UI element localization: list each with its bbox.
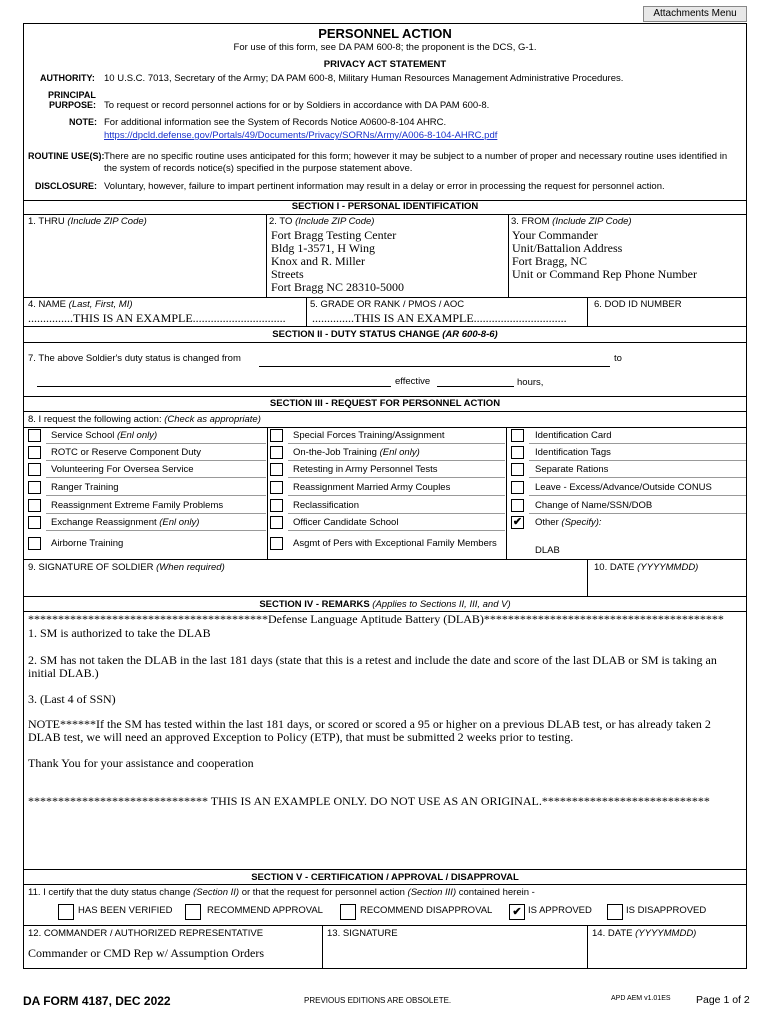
remarks-line: 3. (Last 4 of SSN) xyxy=(28,692,116,706)
from-line: Unit/Battalion Address xyxy=(512,241,623,255)
apd-version: APD AEM v1.01ES xyxy=(611,995,671,1002)
remarks-line: Thank You for your assistance and cooperation xyxy=(28,756,254,770)
remarks-line: 2. SM has not taken the DLAB in the last 181 days (state that this is a retest and include the date and score of the last DLAB or SM is taking an initial DLAB.) xyxy=(28,653,717,680)
option-label: Leave - Excess/Advance/Outside CONUS xyxy=(535,482,712,493)
commander-field[interactable]: Commander or CMD Rep w/ Assumption Orders xyxy=(28,946,264,960)
authority-label: AUTHORITY: xyxy=(40,73,95,83)
remarks-banner: ****************************************Defense Language Aptitude Battery (DLAB)**************************************** xyxy=(28,613,724,626)
checkbox[interactable] xyxy=(270,481,283,494)
section1-title: SECTION I - PERSONAL IDENTIFICATION xyxy=(291,201,479,212)
soldier-date-field[interactable] xyxy=(589,574,746,595)
section2-title: SECTION II - DUTY STATUS CHANGE (AR 600-8-6) xyxy=(272,329,498,340)
row-divider xyxy=(46,530,266,531)
remarks-line: ****************************** THIS IS AN EXAMPLE ONLY. DO NOT USE AS AN ORIGINAL.**************************** xyxy=(28,794,710,808)
option-label: Asgmt of Pers with Exceptional Family Members xyxy=(293,538,497,549)
routine-use-text: There are no specific routine uses anticipated for this form; however it may be subject to a number of proper and necessary routine uses identified in the system of records notice(s) specified in the purpose statement above. xyxy=(104,151,728,174)
row-divider xyxy=(288,495,505,496)
option-label: ROTC or Reserve Component Duty xyxy=(51,447,201,458)
row-divider xyxy=(46,495,266,496)
divider xyxy=(23,596,747,597)
form-subtitle: For use of this form, see DA PAM 600-8; the proponent is the DCS, G-1. xyxy=(233,42,537,53)
from-line: Your Commander xyxy=(512,228,598,242)
thru-field[interactable] xyxy=(28,216,147,227)
purpose-label: PURPOSE: xyxy=(49,100,97,110)
checkmark-icon: ✔ xyxy=(512,906,522,918)
checkbox[interactable] xyxy=(28,446,41,459)
checkbox[interactable] xyxy=(270,429,283,442)
disclosure-text: Voluntary, however, failure to impart pertinent information may result in a delay or error in processing the request for personnel action. xyxy=(104,181,665,192)
option-label: Ranger Training xyxy=(51,482,119,493)
checkbox[interactable] xyxy=(511,429,524,442)
disclosure-label: DISCLOSURE: xyxy=(35,181,98,191)
divider xyxy=(506,427,507,559)
checkbox[interactable] xyxy=(28,463,41,476)
option-label: Special Forces Training/Assignment xyxy=(293,430,445,441)
row-divider xyxy=(46,477,266,478)
checkbox[interactable] xyxy=(270,499,283,512)
certification-checkbox[interactable] xyxy=(340,904,356,920)
checkbox[interactable] xyxy=(28,429,41,442)
option-label: Airborne Training xyxy=(51,538,124,549)
option-label: Separate Rations xyxy=(535,464,609,475)
option-label: Officer Candidate School xyxy=(293,517,399,528)
section3-title: SECTION III - REQUEST FOR PERSONNEL ACTION xyxy=(269,398,501,409)
routine-use-label: ROUTINE USE(S): xyxy=(28,151,105,161)
row-divider xyxy=(288,530,505,531)
name-field[interactable]: ...............THIS IS AN EXAMPLE............................... xyxy=(28,311,286,325)
divider xyxy=(23,297,747,298)
note-label: NOTE: xyxy=(69,117,97,127)
checkmark-icon: ✔ xyxy=(512,516,523,528)
to-line: Fort Bragg Testing Center xyxy=(271,228,397,242)
grade-field[interactable]: ..............THIS IS AN EXAMPLE............................... xyxy=(312,311,567,325)
option-label: Reassignment Married Army Couples xyxy=(293,482,451,493)
checkbox[interactable] xyxy=(28,499,41,512)
certification-text: 11. I certify that the duty status change (Section II) or that the request for personnel action (Section III) contained herein - xyxy=(28,887,535,898)
thru-hint: (Include ZIP Code) xyxy=(67,216,147,227)
to-line: Fort Bragg NC 28310-5000 xyxy=(271,280,404,294)
from-status-field[interactable] xyxy=(259,366,610,367)
divider xyxy=(23,869,747,870)
checkbox[interactable] xyxy=(28,481,41,494)
divider xyxy=(23,427,747,428)
purpose-text: To request or record personnel actions for or by Soldiers in accordance with DA PAM 600-8. xyxy=(104,100,490,111)
checkbox[interactable] xyxy=(511,481,524,494)
to-label: 2. TO (Include ZIP Code) xyxy=(269,216,375,227)
row-divider xyxy=(46,443,266,444)
soldier-signature-field[interactable] xyxy=(24,574,586,595)
divider xyxy=(23,925,747,926)
row-divider xyxy=(288,443,505,444)
to-address[interactable] xyxy=(271,229,404,294)
to-line: Knox and R. Miller xyxy=(271,254,365,268)
option-label: Reassignment Extreme Family Problems xyxy=(51,500,224,511)
checkbox[interactable] xyxy=(511,516,524,529)
hours-text: hours, xyxy=(517,377,544,388)
thru-label: 1. THRU xyxy=(28,216,65,227)
checkbox[interactable] xyxy=(511,463,524,476)
duty-status-text: 7. The above Soldier's duty status is changed from xyxy=(28,353,241,364)
checkbox[interactable] xyxy=(28,537,41,550)
to-status-field[interactable] xyxy=(37,386,391,387)
commander-signature-label: 13. SIGNATURE xyxy=(327,928,398,939)
to-line: Bldg 1-3571, H Wing xyxy=(271,241,375,255)
row-divider xyxy=(288,460,505,461)
divider xyxy=(267,427,268,559)
effective-text: effective xyxy=(395,376,431,387)
divider xyxy=(23,342,747,343)
divider xyxy=(306,297,307,326)
option-label: On-the-Job Training (Enl only) xyxy=(293,447,420,458)
divider xyxy=(23,396,747,397)
commander-date-label: 14. DATE (YYYYMMDD) xyxy=(592,928,697,939)
certification-option-label: RECOMMEND APPROVAL xyxy=(207,905,323,916)
name-label: 4. NAME (Last, First, MI) xyxy=(28,299,133,310)
to-text: to xyxy=(614,353,622,364)
checkbox[interactable] xyxy=(28,516,41,529)
checkbox[interactable] xyxy=(270,446,283,459)
checkbox[interactable] xyxy=(511,446,524,459)
divider xyxy=(23,411,747,412)
row-divider xyxy=(288,477,505,478)
dodid-label: 6. DOD ID NUMBER xyxy=(594,299,682,310)
certification-checkbox[interactable] xyxy=(607,904,623,920)
form-title: PERSONNEL ACTION xyxy=(318,26,452,41)
section4-title: SECTION IV - REMARKS (Applies to Sections II, III, and V) xyxy=(259,599,511,610)
divider xyxy=(587,925,588,969)
option-label: Exchange Reassignment (Enl only) xyxy=(51,517,200,528)
page-number: Page 1 of 2 xyxy=(696,994,750,1006)
row-divider xyxy=(529,495,746,496)
checkbox[interactable] xyxy=(270,516,283,529)
certification-checkbox[interactable] xyxy=(185,904,201,920)
to-line: Streets xyxy=(271,267,304,281)
date-label: 10. DATE (YYYYMMDD) xyxy=(594,562,699,573)
divider xyxy=(322,925,323,969)
checkbox[interactable] xyxy=(511,499,524,512)
row-divider xyxy=(529,513,746,514)
option-label: Retesting in Army Personnel Tests xyxy=(293,464,438,475)
row-divider xyxy=(529,460,746,461)
remarks-line: NOTE******If the SM has tested within the last 181 days, or scored or scored a 95 or higher on a previous DLAB test, or has already taken 2 DLAB test, we will need an approved Exception to Policy (ETP), that must be submitted 2 weeks prior to testing. xyxy=(28,717,711,744)
certification-option-label: IS DISAPPROVED xyxy=(626,905,707,916)
divider xyxy=(587,297,588,326)
option-label: Volunteering For Oversea Service xyxy=(51,464,194,475)
divider xyxy=(23,214,747,215)
commander-label: 12. COMMANDER / AUTHORIZED REPRESENTATIVE xyxy=(28,928,264,939)
certification-checkbox[interactable] xyxy=(58,904,74,920)
row-divider xyxy=(529,477,746,478)
editions-note: PREVIOUS EDITIONS ARE OBSOLETE. xyxy=(304,996,452,1005)
principal-label: PRINCIPAL xyxy=(48,90,96,100)
effective-field[interactable] xyxy=(437,386,514,387)
option-label: Other (Specify): xyxy=(535,517,602,528)
row-divider xyxy=(46,513,266,514)
divider xyxy=(23,559,747,560)
form-id: DA FORM 4187, DEC 2022 xyxy=(23,994,171,1008)
section5-title: SECTION V - CERTIFICATION / APPROVAL / DISAPPROVAL xyxy=(251,872,519,883)
divider xyxy=(23,884,747,885)
option-label: Change of Name/SSN/DOB xyxy=(535,500,653,511)
from-line: Unit or Command Rep Phone Number xyxy=(512,267,697,281)
divider xyxy=(23,326,747,327)
certification-option-label: HAS BEEN VERIFIED xyxy=(78,905,173,916)
divider xyxy=(587,559,588,596)
remarks-line: 1. SM is authorized to take the DLAB xyxy=(28,626,211,640)
option-label: Identification Card xyxy=(535,430,612,441)
commander-signature-field[interactable] xyxy=(324,941,586,968)
option-label: Service School (Enl only) xyxy=(51,430,158,441)
certification-checkbox[interactable] xyxy=(509,904,525,920)
other-specify-field[interactable]: DLAB xyxy=(535,545,560,556)
request-instruction: 8. I request the following action: (Check as appropriate) xyxy=(28,414,261,425)
divider xyxy=(266,214,267,297)
option-label: Identification Tags xyxy=(535,447,611,458)
certification-option-label: IS APPROVED xyxy=(528,905,592,916)
authority-text: 10 U.S.C. 7013, Secretary of the Army; DA PAM 600-8, Military Human Resources Management Administrative Procedures. xyxy=(104,73,624,84)
row-divider xyxy=(288,513,505,514)
note-text: For additional information see the System of Records Notice A0600-8-104 AHRC. xyxy=(104,117,447,128)
divider xyxy=(508,214,509,297)
privacy-title: PRIVACY ACT STATEMENT xyxy=(323,59,447,70)
from-address[interactable] xyxy=(512,229,697,281)
sorn-link[interactable]: https://dpcld.defense.gov/Portals/49/Documents/Privacy/SORNs/Army/A006-8-104-AHRC.pdf xyxy=(104,130,498,141)
checkbox[interactable] xyxy=(270,463,283,476)
row-divider xyxy=(46,460,266,461)
row-divider xyxy=(529,443,746,444)
option-label: Reclassification xyxy=(293,500,359,511)
commander-date-field[interactable] xyxy=(589,941,746,968)
certification-option-label: RECOMMEND DISAPPROVAL xyxy=(360,905,493,916)
grade-label: 5. GRADE OR RANK / PMOS / AOC xyxy=(310,299,465,310)
from-line: Fort Bragg, NC xyxy=(512,254,587,268)
attachments-menu-button[interactable]: Attachments Menu xyxy=(643,6,747,22)
signature-label: 9. SIGNATURE OF SOLDIER (When required) xyxy=(28,562,225,573)
checkbox[interactable] xyxy=(270,537,283,550)
from-label: 3. FROM (Include ZIP Code) xyxy=(511,216,632,227)
